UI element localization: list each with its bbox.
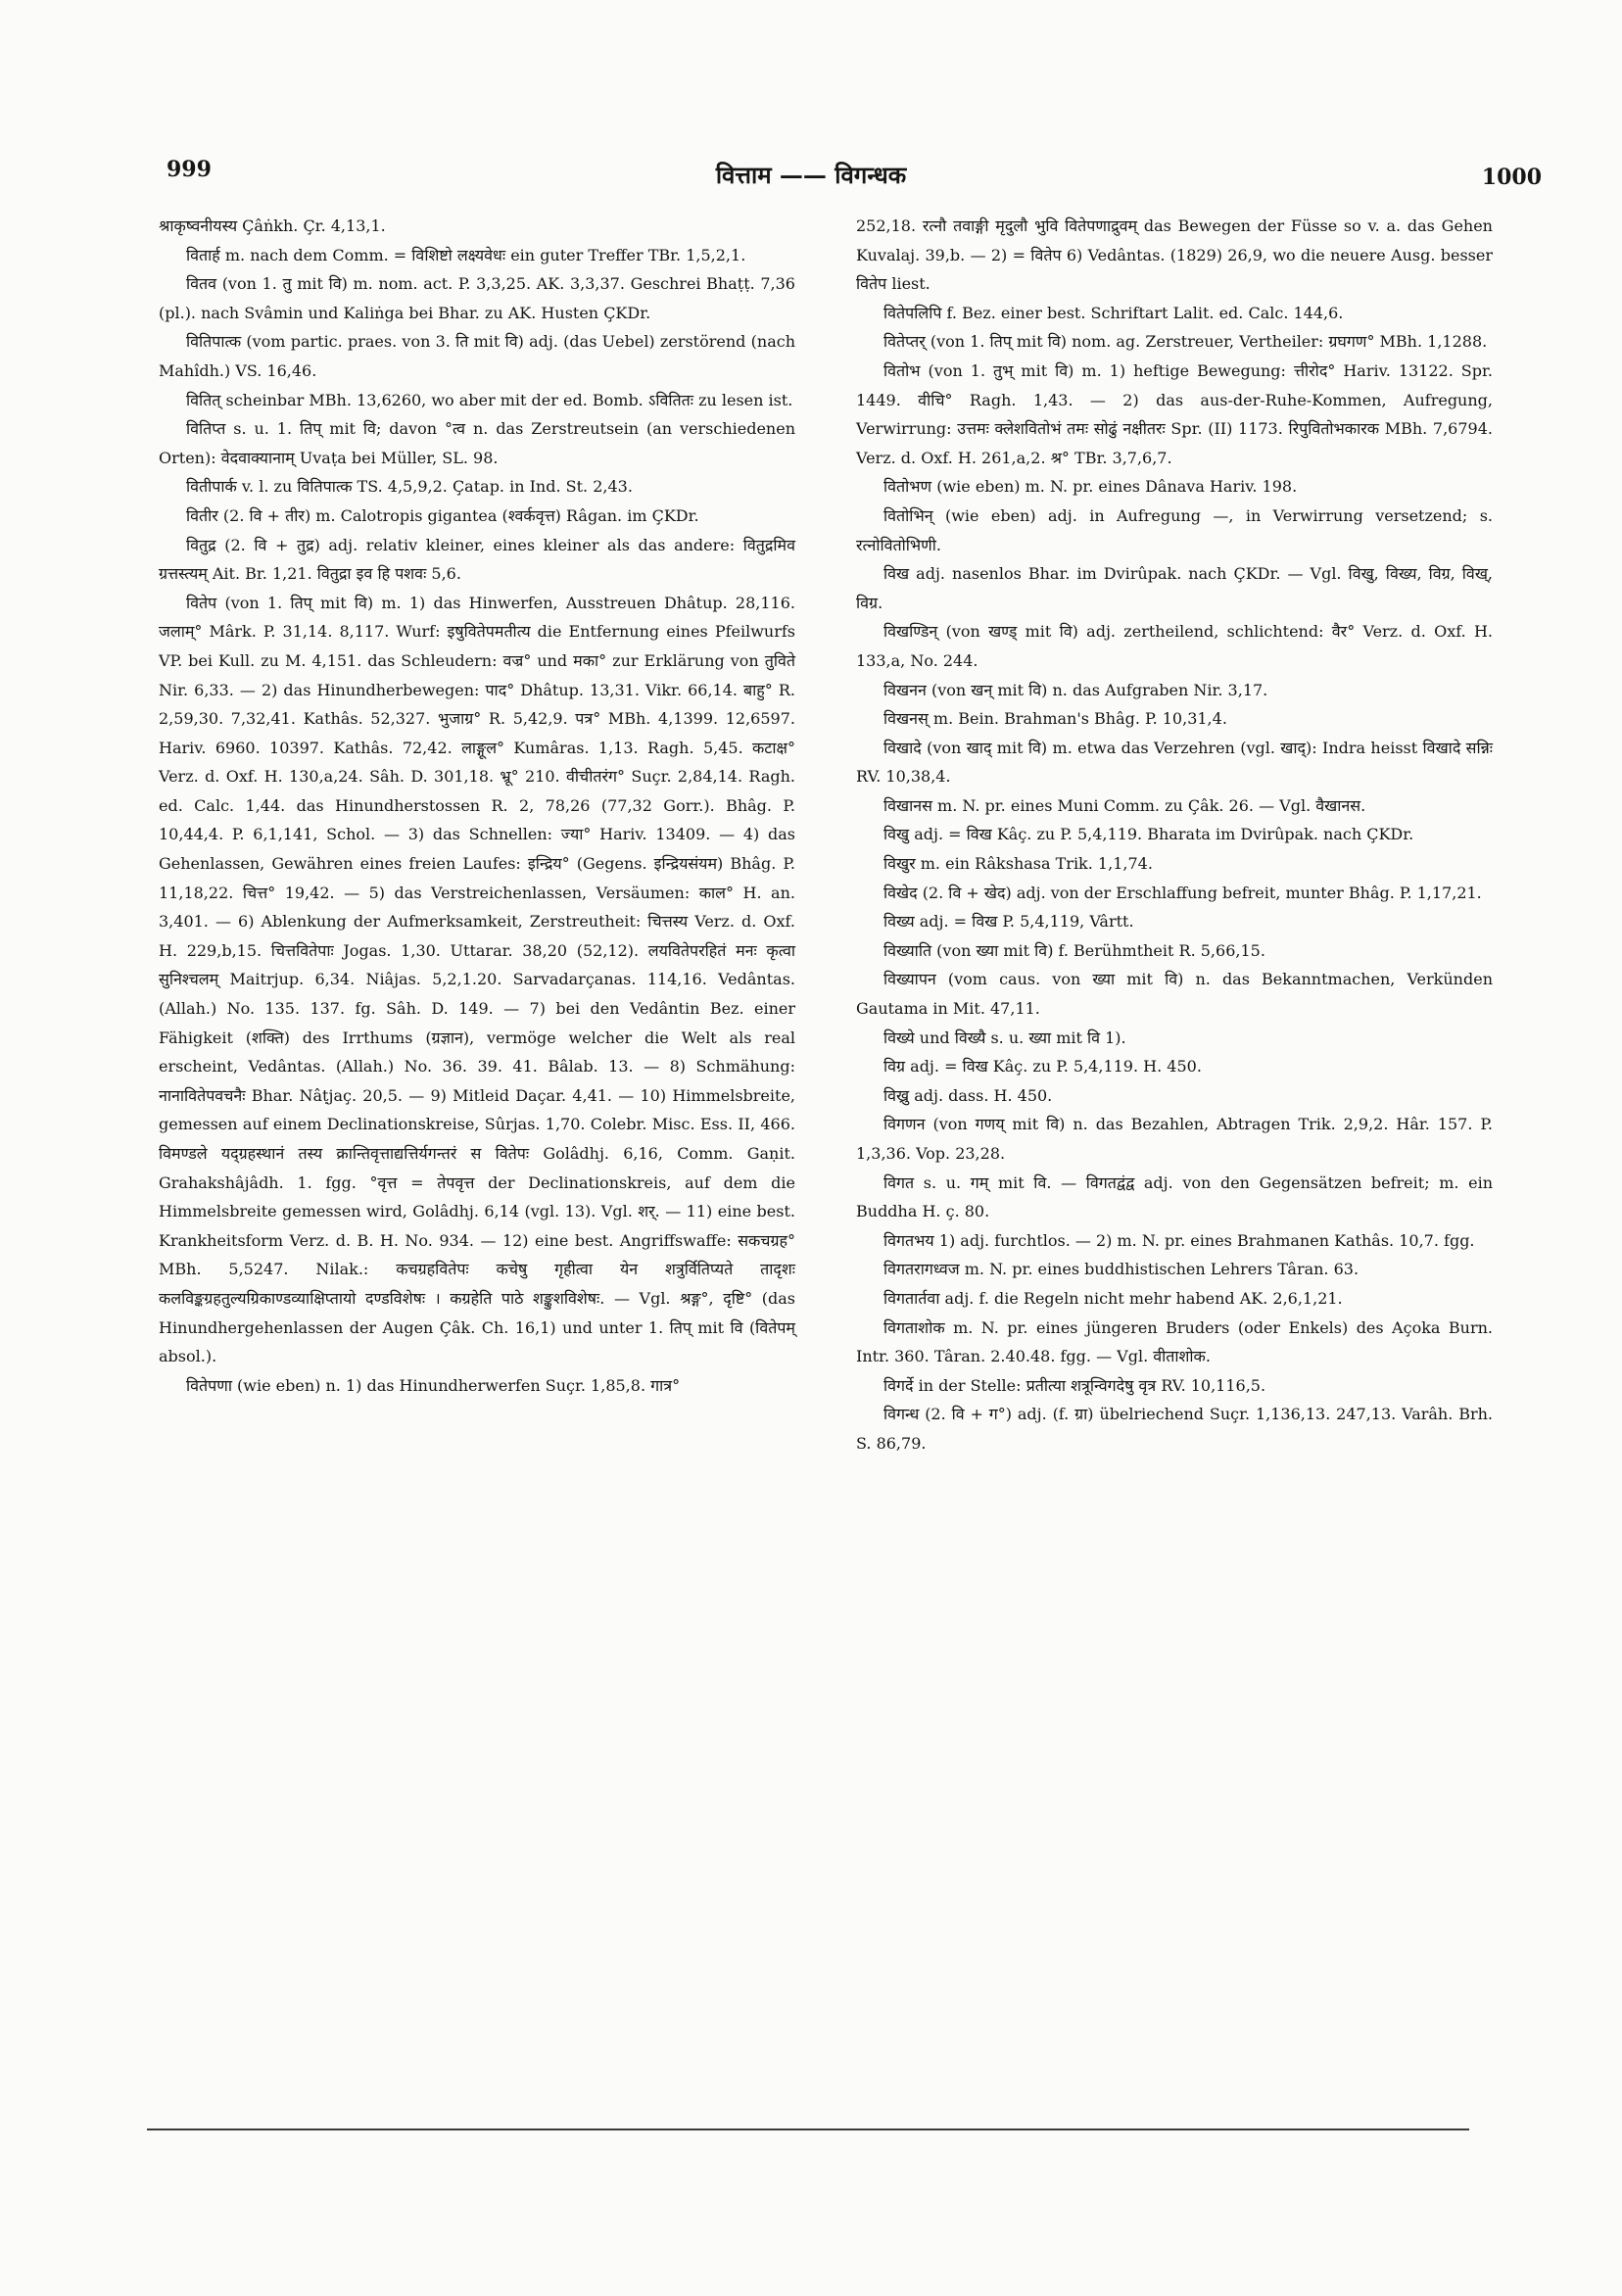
dictionary-entry: वितिप्त s. u. 1. तिप् mit वि; davon °त्व n. das Zerstreutsein (an verschiedenen Orten): वेदवाक्यानाम् Uvaṭa bei Müller, SL. 98. <box>159 419 795 467</box>
dictionary-entry: वितेपलिपि f. Bez. einer best. Schriftart Lalit. ed. Calc. 144,6. <box>883 303 1344 322</box>
right-column <box>856 212 1493 1459</box>
dictionary-entry: विगत s. u. गम् mit वि. — विगतद्वंद्व adj. von den Gegensätzen befreit; m. ein Buddha H. ç. 80. <box>856 1172 1493 1221</box>
dictionary-entry: विगन्ध (2. वि + ग°) adj. (f. ग्रा) übelriechend Suçr. 1,136,13. 247,13. Varâh. Brh. S. 86,79. <box>856 1405 1493 1453</box>
footer-rule <box>147 2129 1469 2130</box>
dictionary-entry: विगर्दे in der Stelle: प्रतीत्या शत्रून्विगदेषु वृत्र RV. 10,116,5. <box>883 1375 1266 1395</box>
dictionary-entry: विख्य adj. = विख P. 5,4,119, Vârtt. <box>883 912 1134 932</box>
dictionary-entry: विगतरागध्वज m. N. pr. eines buddhistischen Lehrers Târan. 63. <box>883 1260 1360 1279</box>
dictionary-entry: विख्यापन (vom caus. von ख्या mit वि) n. das Bekanntmachen, Verkünden Gautama in Mit. 47,11. <box>856 970 1493 1019</box>
dictionary-entry: वितिपात्क (vom partic. praes. von 3. ति mit वि) adj. (das Uebel) zerstörend (nach Mahîdh.) VS. 16,46. <box>159 332 795 380</box>
dictionary-entry: विखनन (von खन् mit वि) n. das Aufgraben Nir. 3,17. <box>883 680 1268 699</box>
dictionary-entry: विख्याति (von ख्या mit वि) f. Berühmtheit R. 5,66,15. <box>883 940 1265 960</box>
dictionary-entry: वितीपार्क v. l. zu वितिपात्क TS. 4,5,9,2. Çatap. in Ind. St. 2,43. <box>186 477 633 497</box>
dictionary-entry: वितार्ह m. nach dem Comm. = विशिष्टो लक्ष्यवेधः ein guter Treffer TBr. 1,5,2,1. <box>186 245 746 264</box>
page-number-right: 1000 <box>1481 165 1542 190</box>
dictionary-entry: विखनस् m. Bein. Brahman's Bhâg. P. 10,31,4. <box>883 709 1227 729</box>
dictionary-entry: विख्ये und विख्यै s. u. ख्या mit वि 1). <box>883 1028 1126 1047</box>
dictionary-entry: विगताशोक m. N. pr. eines jüngeren Bruders (oder Enkels) des Açoka Burn. Intr. 360. Târan. 2.40.48. fgg. — Vgl. वीताशोक. <box>856 1317 1493 1366</box>
dictionary-entry: विखादे (von खाद् mit वि) m. etwa das Verzehren (vgl. खाद्): Indra heisst विखादे सन्निः RV. 10,38,4. <box>856 738 1493 787</box>
dictionary-entry: वितोभ (von 1. तुभ् mit वि) m. 1) heftige Bewegung: त्तीरोद° Hariv. 13122. Spr. 1449. वीचि° Ragh. 1,43. — 2) das aus-der-Ruhe-Kommen, Aufregung, Verwirrung: उत्तमः क्लेशवितोभं तमः सोढुं नक्षीतरः Spr. (II) 1173. रिपुवितोभकारक MBh. 7,6794. Verz. d. Oxf. H. 261,a,2. श्र° TBr. 3,7,6,7. <box>856 360 1493 467</box>
dictionary-entry: वितित् scheinbar MBh. 13,6260, wo aber mit der ed. Bomb. ऽवितितः zu lesen ist. <box>186 390 793 409</box>
dictionary-entry: 252,18. रत्नौ तवाङ्गी मृदुलौ भुवि वितेपणाद्रुवम् das Bewegen der Füsse so v. a. das Gehen Kuvalaj. 39,b. — 2) = वितेप 6) Vedântas. (1829) 26,9, wo die neuere Ausg. besser वितेप liest. <box>856 216 1493 294</box>
dictionary-entry: वितेप (von 1. तिप् mit वि) m. 1) das Hinwerfen, Ausstreuen Dhâtup. 28,116. जलाम्° Mârk. P. 31,14. 8,117. Wurf: इषुवितेपमतीत्य die Entfernung eines Pfeilwurfs VP. bei Kull. zu M. 4,151. das Schleudern: वज्र° und मका° zur Erklärung von तुविते Nir. 6,33. — 2) das Hinundherbewegen: पाद° Dhâtup. 13,31. Vikr. 66,14. बाहु° R. 2,59,30. 7,32,41. Kathâs. 52,327. भुजाग्र° R. 5,42,9. पत्र° MBh. 4,1399. 12,6597. Hariv. 6960. 10397. Kathâs. 72,42. लाङ्गूल° Kumâras. 1,13. Ragh. 5,45. कटाक्ष° Verz. d. Oxf. H. 130,a,24. Sâh. D. 301,18. भ्रू° 210. वीचीतरंग° Suçr. 2,84,14. Ragh. ed. Calc. 1,44. das Hinundherstossen R. 2, 78,26 (77,32 Gorr.). Bhâg. P. 10,44,4. P. 6,1,141, Schol. — 3) das Schnellen: ज्या° Hariv. 13409. — 4) das Gehenlassen, Gewähren eines freien Laufes: इन्द्रिय° (Gegens. इन्द्रियसंयम) Bhâg. P. 11,18,22. चित्त° 19,42. — 5) das Verstreichenlassen, Versäumen: काल° H. an. 3,401. — 6) Ablenkung der Aufmerksamkeit, Zerstreutheit: चित्तस्य Verz. d. Oxf. H. 229,b,15. चित्तवितेपाः Jogas. 1,30. Uttarar. 38,20 (52,12). लयवितेपरहितं मनः कृत्वा सुनिश्चलम् Maitrjup. 6,34. Niâjas. 5,2,1.20. Sarvadarçanas. 114,16. Vedântas. (Allah.) No. 135. 137. fg. Sâh. D. 149. — 7) bei den Vedântin Bez. einer Fähigkeit (शक्ति) des Irrthums (ग्रज्ञान), vermöge welcher die Welt als real erscheint, Vedântas. (Allah.) No. 36. 39. 41. Bâlab. 13. — 8) Schmähung: नानावितेपवचनैः Bhar. Nâṭjaç. 20,5. — 9) Mitleid Daçar. 4,41. — 10) Himmelsbreite, gemessen auf einem Declinationskreise, Sûrjas. 1,70. Colebr. Misc. Ess. II, 466. विमण्डले यद्ग्रहस्थानं तस्य क्रान्तिवृत्ताद्यत्तिर्यगन्तरं स वितेपः Golâdhj. 6,16, Comm. Gaṇit. Grahakshâjâdh. 1. fgg. °वृत्त = तेपवृत्त der Declinationskreis, auf dem die Himmelsbreite gemessen wird, Golâdhj. 6,14 (vgl. 13). Vgl. शर्. — 11) eine best. Krankheitsform Verz. d. B. H. No. 934. — 12) eine best. Angriffswaffe: सकचग्रह° MBh. 5,5247. Nilak.: कचग्रहवितेपः कचेषु गृहीत्वा येन शत्रुर्वितिप्यते तादृशः कलविङ्कग्रहतुल्यग्रिकाण्डव्याक्षिप्तायो दण्डविशेषः । कग्रहेति पाठे शङ्कुशविशेषः. — Vgl. श्रङ्ग°, दृष्टि° (das Hinundhergehenlassen der Augen Çâk. Ch. 16,1) und unter 1. तिप् mit वि (वितेपम् absol.). <box>159 593 795 1366</box>
dictionary-entry: वितोभिन् (wie eben) adj. in Aufregung —, in Verwirrung versetzend; s. रत्नोवितोभिणी. <box>856 505 1493 554</box>
dictionary-entry: वितीर (2. वि + तीर) m. Calotropis gigantea (श्वर्कवृत्त) Râgan. im ÇKDr. <box>186 505 699 525</box>
dictionary-entry: विख्रु adj. dass. H. 450. <box>883 1085 1053 1105</box>
dictionary-entry: वितुद्र (2. वि + तुद्र) adj. relativ kleiner, eines kleiner als das andere: वितुद्रमिव ग्रत्तस्त्यम् Ait. Br. 1,21. वितुद्रा इव हि पशवः 5,6. <box>159 535 795 584</box>
dictionary-entry: विख adj. nasenlos Bhar. im Dvirûpak. nach ÇKDr. — Vgl. विखु, विख्य, विग्र, विख्, विग्र. <box>856 564 1493 612</box>
dictionary-entry: विखेद (2. वि + खेद) adj. von der Erschlaffung befreit, munter Bhâg. P. 1,17,21. <box>883 883 1482 902</box>
dictionary-entry: वितोभण (wie eben) m. N. pr. eines Dânava Hariv. 198. <box>883 477 1298 497</box>
dictionary-entry: विग्र adj. = विख Kâç. zu P. 5,4,119. H. 450. <box>883 1057 1202 1076</box>
dictionary-entry: विखानस m. N. pr. eines Muni Comm. zu Çâk. 26. — Vgl. वैखानस. <box>883 795 1366 815</box>
dictionary-entry: वितेपणा (wie eben) n. 1) das Hinundherwerfen Suçr. 1,85,8. गात्र° <box>186 1375 681 1395</box>
dictionary-entry: विखु adj. = विख Kâç. zu P. 5,4,119. Bharata im Dvirûpak. nach ÇKDr. <box>883 825 1414 844</box>
dictionary-entry: वितव (von 1. तु mit वि) m. nom. act. P. 3,3,25. AK. 3,3,37. Geschrei Bhaṭṭ. 7,36 (pl.). nach Svâmin und Kaliṅga bei Bhar. zu AK. Husten ÇKDr. <box>159 274 795 322</box>
dictionary-entry: विगतभय 1) adj. furchtlos. — 2) m. N. pr. eines Brahmanen Kathâs. 10,7. fgg. <box>883 1230 1475 1250</box>
dictionary-entry: विगतार्तवा adj. f. die Regeln nicht mehr habend AK. 2,6,1,21. <box>883 1288 1343 1308</box>
page-number-left: 999 <box>167 157 212 182</box>
dictionary-entry: विखण्डिन् (von खण्ड् mit वि) adj. zertheilend, schlichtend: वैर° Verz. d. Oxf. H. 133,a, No. 244. <box>856 622 1493 670</box>
dictionary-entry: श्राकृष्वनीयस्य Çâṅkh. Çr. 4,13,1. <box>159 216 386 235</box>
dictionary-entry: विखुर m. ein Râkshasa Trik. 1,1,74. <box>883 854 1153 874</box>
left-column <box>159 212 795 1400</box>
running-headword: वित्ताम —— विगन्धक <box>715 161 907 189</box>
page-header <box>0 157 1622 196</box>
dictionary-entry: वितेप्तर् (von 1. तिप् mit वि) nom. ag. Zerstreuer, Vertheiler: ग्रघगण° MBh. 1,1288. <box>883 332 1488 352</box>
dictionary-entry: विगणन (von गणय् mit वि) n. das Bezahlen, Abtragen Trik. 2,9,2. Hâr. 157. P. 1,3,36. Vop. 23,28. <box>856 1115 1493 1163</box>
